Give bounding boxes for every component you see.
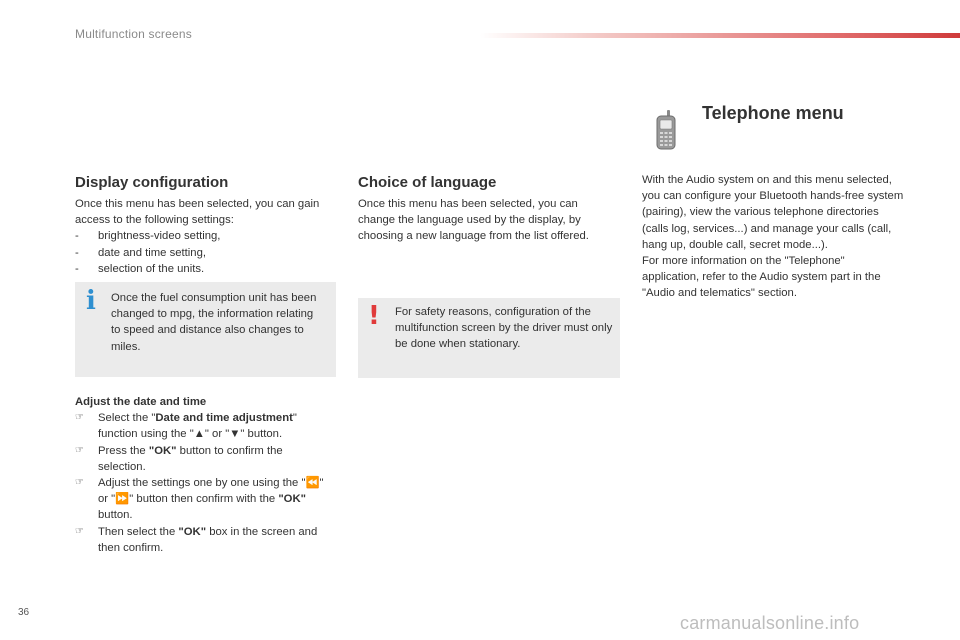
warning-icon: ! (368, 301, 380, 331)
display-config-body (75, 196, 325, 277)
step-text: box in the screen and then confirm. (98, 525, 318, 554)
telephone-title: Telephone menu (702, 103, 844, 123)
dash-bullet: - (75, 230, 79, 243)
list-item-text: selection of the units. (98, 262, 205, 275)
list-item-text: date and time setting, (98, 246, 207, 259)
page-number: 36 (18, 607, 30, 618)
list-item (75, 228, 325, 244)
language-title: Choice of language (358, 174, 497, 191)
dash-bullet: - (75, 262, 79, 275)
list-item (75, 245, 325, 261)
telephone-body-paragraph: With the Audio system on and this menu selected, you can configure your Bluetooth hands-free system (pairing), view the various telephone directories (calls log, services...) and manage your calls (call, hang up, double call, secret mode...). (642, 174, 904, 251)
header-accent-bar (480, 33, 960, 38)
pointing-hand-icon: ☞ (75, 477, 84, 489)
warning-note-text: For safety reasons, configuration of the multifunction screen by the driver must only be done when stationary. (395, 306, 613, 351)
display-config-intro: Once this menu has been selected, you can gain access to the following settings: (75, 198, 320, 227)
list-item (75, 261, 325, 277)
info-note-text: Once the fuel consumption unit has been changed to mpg, the information relating to speed and distance also changes to miles. (111, 292, 317, 353)
step-text: button. (98, 509, 133, 522)
display-config-title: Display configuration (75, 174, 229, 191)
step-text-bold: "OK" (148, 444, 177, 457)
step-text: button to confirm the selection. (98, 444, 283, 473)
step-text: Select the " (98, 412, 156, 425)
step-text: " function using the "▲" or "▼" button. (98, 412, 297, 441)
step-text-bold: "OK" (178, 525, 207, 538)
pointing-hand-icon: ☞ (75, 525, 84, 537)
adjust-date-time-title: Adjust the date and time (75, 396, 207, 408)
watermark: carmanualsonline.info (680, 613, 860, 633)
step-item (75, 475, 325, 524)
header-title: Multifunction screens (75, 27, 192, 41)
step-text: Press the (98, 444, 149, 457)
info-icon: i (86, 286, 96, 316)
step-item (75, 524, 325, 556)
list-item-text: brightness-video setting, (98, 230, 221, 243)
step-text: Adjust the settings one by one using the "⏪" or "⏩" button then confirm with the (98, 477, 324, 506)
telephone-body (642, 172, 904, 302)
pointing-hand-icon: ☞ (75, 444, 84, 456)
telephone-body-paragraph: For more information on the "Telephone" application, refer to the Audio system part in the "Audio and telematics" section. (642, 255, 881, 300)
step-text-bold: "OK" (278, 493, 306, 506)
dash-bullet: - (75, 246, 79, 259)
phone-icon (655, 110, 677, 150)
adjust-date-time-block (75, 394, 325, 556)
step-text-bold: Date and time adjustment (155, 412, 293, 425)
pointing-hand-icon: ☞ (75, 412, 84, 424)
step-text: Then select the (98, 525, 179, 538)
step-item (75, 443, 325, 475)
language-body: Once this menu has been selected, you can change the language used by the display, by choosing a new language from the list offered. (358, 198, 589, 243)
step-item (75, 410, 325, 442)
